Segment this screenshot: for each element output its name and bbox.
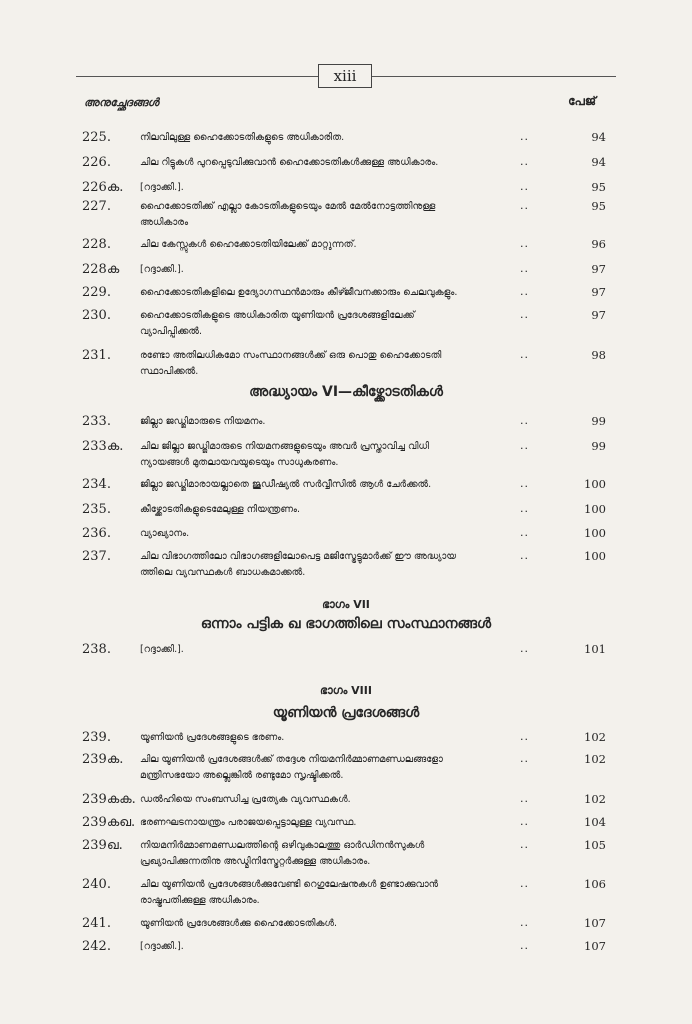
article-number: 240.	[82, 877, 111, 892]
article-number: 239.	[82, 730, 111, 745]
page-ref: 104	[584, 815, 606, 829]
article-title-line: രാഷ്ട്രപതിക്കുള്ള അധികാരം.	[140, 895, 260, 906]
article-title	[140, 130, 516, 146]
article-number: 229.	[82, 285, 111, 300]
article-number: 236.	[82, 526, 111, 541]
page-ref: 100	[584, 502, 606, 516]
article-title-line: [റദ്ദാക്കി.].	[140, 941, 184, 952]
article-title-line: നിയമനിർമ്മാണമണ്ഡലത്തിന്റെ ഒഴിവുകാലത്തു ഓർഡിനൻസുകൾ	[140, 840, 425, 851]
article-title-line: ചില ജില്ലാ ജഡ്ജിമാരുടെ നിയമനങ്ങളുടെയും അവർ പ്രസ്താവിച്ച വിധി	[140, 441, 429, 452]
page-ref: 95	[591, 199, 606, 213]
article-number: 233ക.	[82, 439, 124, 454]
article-title	[140, 439, 516, 471]
article-title-line: ചില കേസ്സുകൾ ഹൈക്കോടതിയിലേക്ക് മാറ്റുന്നത്.	[140, 239, 357, 250]
article-title-line: രണ്ടോ അതിലധികമോ സംസ്ഥാനങ്ങൾക്ക് ഒരു പൊതു ഹൈക്കോടതി	[140, 350, 442, 361]
article-title-line: നിലവിലുള്ള ഹൈക്കോടതികളുടെ അധികാരിത.	[140, 132, 345, 143]
article-title	[140, 308, 516, 340]
article-title-line: ജില്ലാ ജഡ്ജിമാരായല്ലാതെ ജുഡീഷ്യൽ സർവ്വീസിൽ ആൾ ചേർക്കൽ.	[140, 479, 432, 490]
article-title	[140, 199, 516, 231]
article-title	[140, 939, 516, 955]
leader-dots: ..	[520, 526, 529, 539]
article-number: 228ക	[82, 262, 120, 277]
page-ref: 94	[591, 155, 606, 169]
article-number: 227.	[82, 199, 111, 214]
article-number: 234.	[82, 477, 111, 492]
article-title-line: ഭരണഘടനായന്ത്രം പരാജയപ്പെട്ടാലുള്ള വ്യവസ്ഥ.	[140, 817, 357, 828]
article-number: 226.	[82, 155, 111, 170]
leader-dots: ..	[520, 916, 529, 929]
leader-dots: ..	[520, 285, 529, 298]
leader-dots: ..	[520, 502, 529, 515]
article-number: 242.	[82, 939, 111, 954]
article-title	[140, 916, 516, 932]
page-ref: 95	[591, 180, 606, 194]
column-heading-articles: അനുച്ഛേദങ്ങൾ	[84, 96, 159, 109]
article-title	[140, 549, 516, 581]
article-number: 228.	[82, 237, 111, 252]
article-number: 241.	[82, 916, 111, 931]
page-ref: 97	[591, 285, 606, 299]
article-title	[140, 237, 516, 253]
page-ref: 98	[591, 348, 606, 362]
article-title-line: ഹൈക്കോടതികളിലെ ഉദ്യോഗസ്ഥൻമാരും കീഴ്ജീവനക്കാരും ചെലവുകളും.	[140, 287, 458, 298]
article-title-line: [റദ്ദാക്കി.].	[140, 264, 184, 275]
article-title-line: [റദ്ദാക്കി.].	[140, 182, 184, 193]
page-ref: 101	[584, 642, 606, 656]
leader-dots: ..	[520, 237, 529, 250]
leader-dots: ..	[520, 308, 529, 321]
article-title-line: യൂണിയൻ പ്രദേശങ്ങളുടെ ഭരണം.	[140, 732, 285, 743]
article-title-line: ന്യായങ്ങൾ മുതലായവയുടെയും സാധുകരണം.	[140, 457, 339, 468]
article-title-line: ഹൈക്കോടതികളുടെ അധികാരിത യൂണിയൻ പ്രദേശങ്ങളിലേക്ക്	[140, 310, 415, 321]
article-title-line: കീഴ്ക്കോടതികളുടെമേലുള്ള നിയന്ത്രണം.	[140, 504, 300, 515]
article-title-line: ചില റിട്ടുകൾ പുറപ്പെടുവിക്കുവാൻ ഹൈക്കോടതികൾക്കുള്ള അധികാരം.	[140, 157, 439, 168]
leader-dots: ..	[520, 642, 529, 655]
article-title	[140, 752, 516, 784]
article-title	[140, 180, 516, 196]
article-number: 239ഖ.	[82, 838, 123, 853]
leader-dots: ..	[520, 752, 529, 765]
article-title	[140, 285, 516, 301]
part-label: ഭാഗം VII	[322, 598, 370, 611]
part-title: ഒന്നാം പട്ടിക ഖ ഭാഗത്തിലെ സംസ്ഥാനങ്ങൾ	[200, 616, 492, 632]
page-ref: 97	[591, 262, 606, 276]
leader-dots: ..	[520, 414, 529, 427]
article-number: 237.	[82, 549, 111, 564]
page-ref: 99	[591, 414, 606, 428]
page-ref: 105	[584, 838, 606, 852]
article-title	[140, 642, 516, 658]
article-title-line: വ്യാപിപ്പിക്കൽ.	[140, 326, 203, 337]
page-number: xiii	[318, 64, 372, 88]
leader-dots: ..	[520, 815, 529, 828]
page-ref: 94	[591, 130, 606, 144]
article-title-line: സ്ഥാപിക്കൽ.	[140, 366, 199, 377]
leader-dots: ..	[520, 130, 529, 143]
article-number: 235.	[82, 502, 111, 517]
leader-dots: ..	[520, 348, 529, 361]
article-title-line: മന്ത്രിസഭയോ അല്ലെങ്കിൽ രണ്ടുമോ സൃഷ്ടിക്കൽ.	[140, 770, 344, 781]
leader-dots: ..	[520, 792, 529, 805]
article-title-line: വ്യാഖ്യാനം.	[140, 528, 190, 539]
page-ref: 99	[591, 439, 606, 453]
article-title-line: ചില യൂണിയൻ പ്രദേശങ്ങൾക്കുവേണ്ടി റെഗുലേഷനുകൾ ഉണ്ടാക്കുവാൻ	[140, 879, 439, 890]
page-ref: 102	[584, 792, 606, 806]
page-ref: 106	[584, 877, 606, 891]
page-ref: 100	[584, 526, 606, 540]
article-title	[140, 838, 516, 870]
leader-dots: ..	[520, 838, 529, 851]
leader-dots: ..	[520, 877, 529, 890]
leader-dots: ..	[520, 180, 529, 193]
leader-dots: ..	[520, 262, 529, 275]
page-ref: 107	[584, 916, 606, 930]
article-title	[140, 815, 516, 831]
page-ref: 102	[584, 752, 606, 766]
leader-dots: ..	[520, 155, 529, 168]
article-number: 238.	[82, 642, 111, 657]
article-title	[140, 502, 516, 518]
article-title	[140, 792, 516, 808]
page-ref: 96	[591, 237, 606, 251]
part-label: ഭാഗം VIII	[320, 684, 372, 697]
article-title-line: ചില വിഭാഗത്തിലോ വിഭാഗങ്ങളിലോപെട്ട മജിസ്ട്രേട്ടുമാർക്ക് ഈ അദ്ധ്യായ	[140, 551, 457, 562]
column-heading-page: പേജ്	[568, 94, 596, 108]
article-title	[140, 348, 516, 380]
chapter-heading: അദ്ധ്യായം VI—കീഴ്ക്കോടതികൾ	[249, 384, 443, 400]
leader-dots: ..	[520, 199, 529, 212]
page-ref: 100	[584, 477, 606, 491]
article-number: 225.	[82, 130, 111, 145]
leader-dots: ..	[520, 477, 529, 490]
article-title	[140, 477, 516, 493]
article-title	[140, 526, 516, 542]
page-ref: 100	[584, 549, 606, 563]
article-number: 233.	[82, 414, 111, 429]
article-title-line: ഡൽഹിയെ സംബന്ധിച്ച പ്രത്യേക വ്യവസ്ഥകൾ.	[140, 794, 351, 805]
leader-dots: ..	[520, 939, 529, 952]
article-title	[140, 730, 516, 746]
article-number: 231.	[82, 348, 111, 363]
article-title-line: പ്രഖ്യാപിക്കുന്നതിനു അഡ്മിനിസ്ട്രേറ്റർക്കുള്ള അധികാരം.	[140, 856, 371, 867]
article-title-line: അധികാരം	[140, 217, 189, 228]
page-ref: 107	[584, 939, 606, 953]
article-number: 239കഖ.	[82, 815, 136, 830]
article-title	[140, 262, 516, 278]
article-title-line: ചില യൂണിയൻ പ്രദേശങ്ങൾക്ക് തദ്ദേശ നിയമനിർമ്മാണമണ്ഡലങ്ങളോ	[140, 754, 443, 765]
leader-dots: ..	[520, 439, 529, 452]
article-title	[140, 414, 516, 430]
article-title	[140, 877, 516, 909]
article-number: 239കക.	[82, 792, 136, 807]
article-title-line: ജില്ലാ ജഡ്ജിമാരുടെ നിയമനം.	[140, 416, 266, 427]
article-title-line: [റദ്ദാക്കി.].	[140, 644, 184, 655]
article-number: 239ക.	[82, 752, 124, 767]
leader-dots: ..	[520, 730, 529, 743]
article-title-line: ത്തിലെ വ്യവസ്ഥകൾ ബാധകമാക്കൽ.	[140, 567, 306, 578]
article-number: 230.	[82, 308, 111, 323]
article-number: 226ക.	[82, 180, 124, 195]
article-title	[140, 155, 516, 171]
part-title: യൂണിയൻ പ്രദേശങ്ങൾ	[272, 705, 420, 721]
article-title-line: യൂണിയൻ പ്രദേശങ്ങൾക്കു ഹൈക്കോടതികൾ.	[140, 918, 338, 929]
page-ref: 102	[584, 730, 606, 744]
leader-dots: ..	[520, 549, 529, 562]
article-title-line: ഹൈക്കോടതിക്ക് എല്ലാ കോടതികളുടെയും മേൽ മേൽനോട്ടത്തിനുള്ള	[140, 201, 436, 212]
page-ref: 97	[591, 308, 606, 322]
